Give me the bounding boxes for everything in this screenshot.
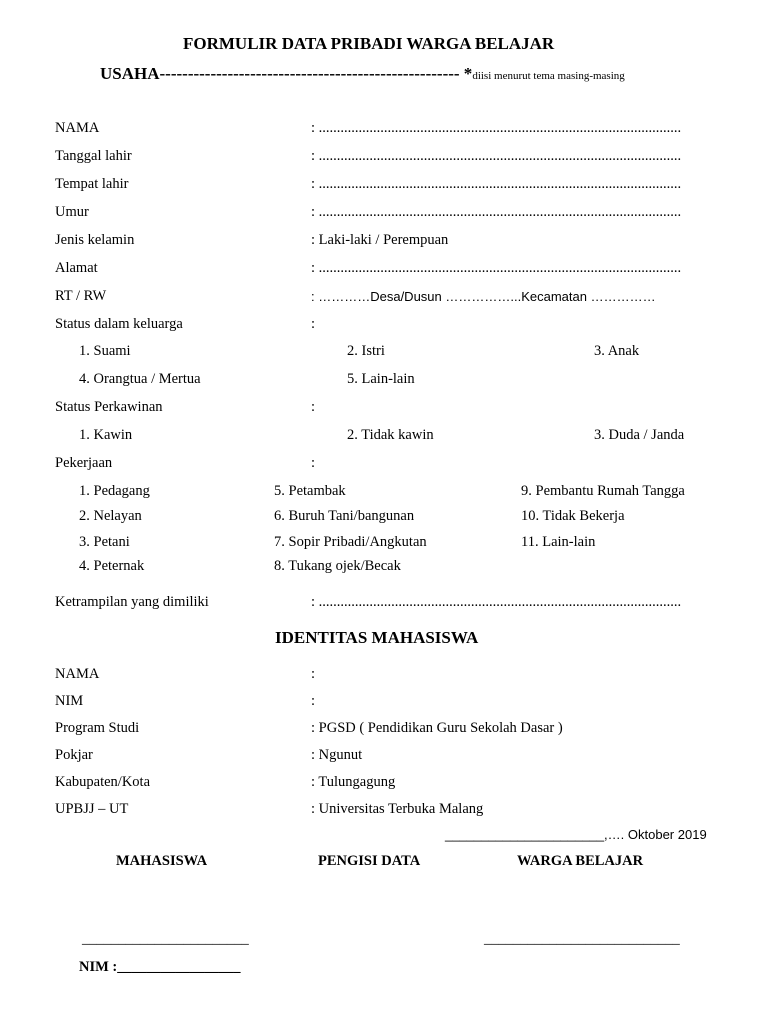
signature-mahasiswa: MAHASISWA: [116, 853, 208, 869]
value-alamat: : ....................................................................................................: [311, 260, 682, 276]
colon-status-perkawinan: :: [311, 399, 316, 415]
option-anak: 3. Anak: [594, 343, 640, 359]
label-status-perkawinan: Status Perkawinan: [55, 399, 163, 415]
value-tanggal-lahir: : ....................................................................................................: [311, 148, 682, 164]
form-title: FORMULIR DATA PRIBADI WARGA BELAJAR: [183, 34, 555, 53]
value-jenis-kelamin: : Laki-laki / Perempuan: [311, 232, 449, 248]
colon-mhs-nim: :: [311, 693, 316, 709]
label-tempat-lahir: Tempat lahir: [55, 176, 129, 192]
option-tukang-ojek: 8. Tukang ojek/Becak: [274, 558, 401, 574]
colon-pekerjaan: :: [311, 455, 316, 471]
nim-signature-line: NIM :_________________: [79, 959, 241, 975]
section-heading-mahasiswa: IDENTITAS MAHASISWA: [275, 628, 479, 647]
label-rt-rw: RT / RW: [55, 288, 107, 304]
date-line: ______________________,…. Oktober 2019: [445, 827, 707, 842]
option-nelayan: 2. Nelayan: [79, 508, 142, 524]
label-ketrampilan: Ketrampilan yang dimiliki: [55, 594, 209, 610]
option-sopir: 7. Sopir Pribadi/Angkutan: [274, 534, 427, 550]
option-kawin: 1. Kawin: [79, 427, 133, 443]
label-jenis-kelamin: Jenis kelamin: [55, 232, 135, 248]
value-pokjar: : Ngunut: [311, 747, 363, 763]
option-istri: 2. Istri: [347, 343, 385, 359]
option-buruh-tani: 6. Buruh Tani/bangunan: [274, 508, 415, 524]
option-petambak: 5. Petambak: [274, 483, 346, 499]
value-umur: : ....................................................................................................: [311, 204, 682, 220]
value-tempat-lahir: : ....................................................................................................: [311, 176, 682, 192]
signature-line-left: _______________________: [82, 931, 249, 947]
value-ketrampilan: : ....................................................................................................: [311, 594, 682, 610]
option-pembantu: 9. Pembantu Rumah Tangga: [521, 483, 685, 499]
label-pekerjaan: Pekerjaan: [55, 455, 113, 471]
colon-status-keluarga: :: [311, 316, 316, 332]
label-tanggal-lahir: Tanggal lahir: [55, 148, 132, 164]
usaha-line: [100, 64, 625, 84]
value-program-studi: : PGSD ( Pendidikan Guru Sekolah Dasar ): [311, 720, 563, 736]
label-kabupaten: Kabupaten/Kota: [55, 774, 151, 790]
option-lain-lain-keluarga: 5. Lain-lain: [347, 371, 415, 387]
label-mhs-nama: NAMA: [55, 666, 100, 682]
option-pedagang: 1. Pedagang: [79, 483, 150, 499]
value-nama: : ....................................................................................................: [311, 120, 682, 136]
option-orangtua: 4. Orangtua / Mertua: [79, 371, 201, 387]
label-umur: Umur: [55, 204, 89, 220]
option-tidak-bekerja: 10. Tidak Bekerja: [521, 508, 625, 524]
label-mhs-nim: NIM: [55, 693, 84, 709]
value-kabupaten: : Tulungagung: [311, 774, 396, 790]
label-upbjj: UPBJJ – UT: [55, 801, 129, 817]
usaha-label: USAHA----------------------------------------------------- *: [100, 64, 473, 83]
signature-line-right: ___________________________: [484, 931, 680, 947]
label-status-keluarga: Status dalam keluarga: [55, 316, 183, 332]
value-upbjj: : Universitas Terbuka Malang: [311, 801, 484, 817]
value-rt-rw: : …………Desa/Dusun ……………...Kecamatan ……………: [311, 289, 656, 304]
signature-warga-belajar: WARGA BELAJAR: [517, 853, 644, 869]
option-lain-lain-pekerjaan: 11. Lain-lain: [521, 534, 596, 550]
label-nama: NAMA: [55, 120, 100, 136]
option-petani: 3. Petani: [79, 534, 130, 550]
colon-mhs-nama: :: [311, 666, 316, 682]
option-peternak: 4. Peternak: [79, 558, 145, 574]
option-tidak-kawin: 2. Tidak kawin: [347, 427, 434, 443]
usaha-note: diisi menurut tema masing-masing: [472, 70, 625, 82]
label-alamat: Alamat: [55, 260, 98, 276]
option-duda-janda: 3. Duda / Janda: [594, 427, 685, 443]
signature-pengisi-data: PENGISI DATA: [318, 853, 421, 869]
option-suami: 1. Suami: [79, 343, 131, 359]
label-program-studi: Program Studi: [55, 720, 140, 736]
label-pokjar: Pokjar: [55, 747, 93, 763]
